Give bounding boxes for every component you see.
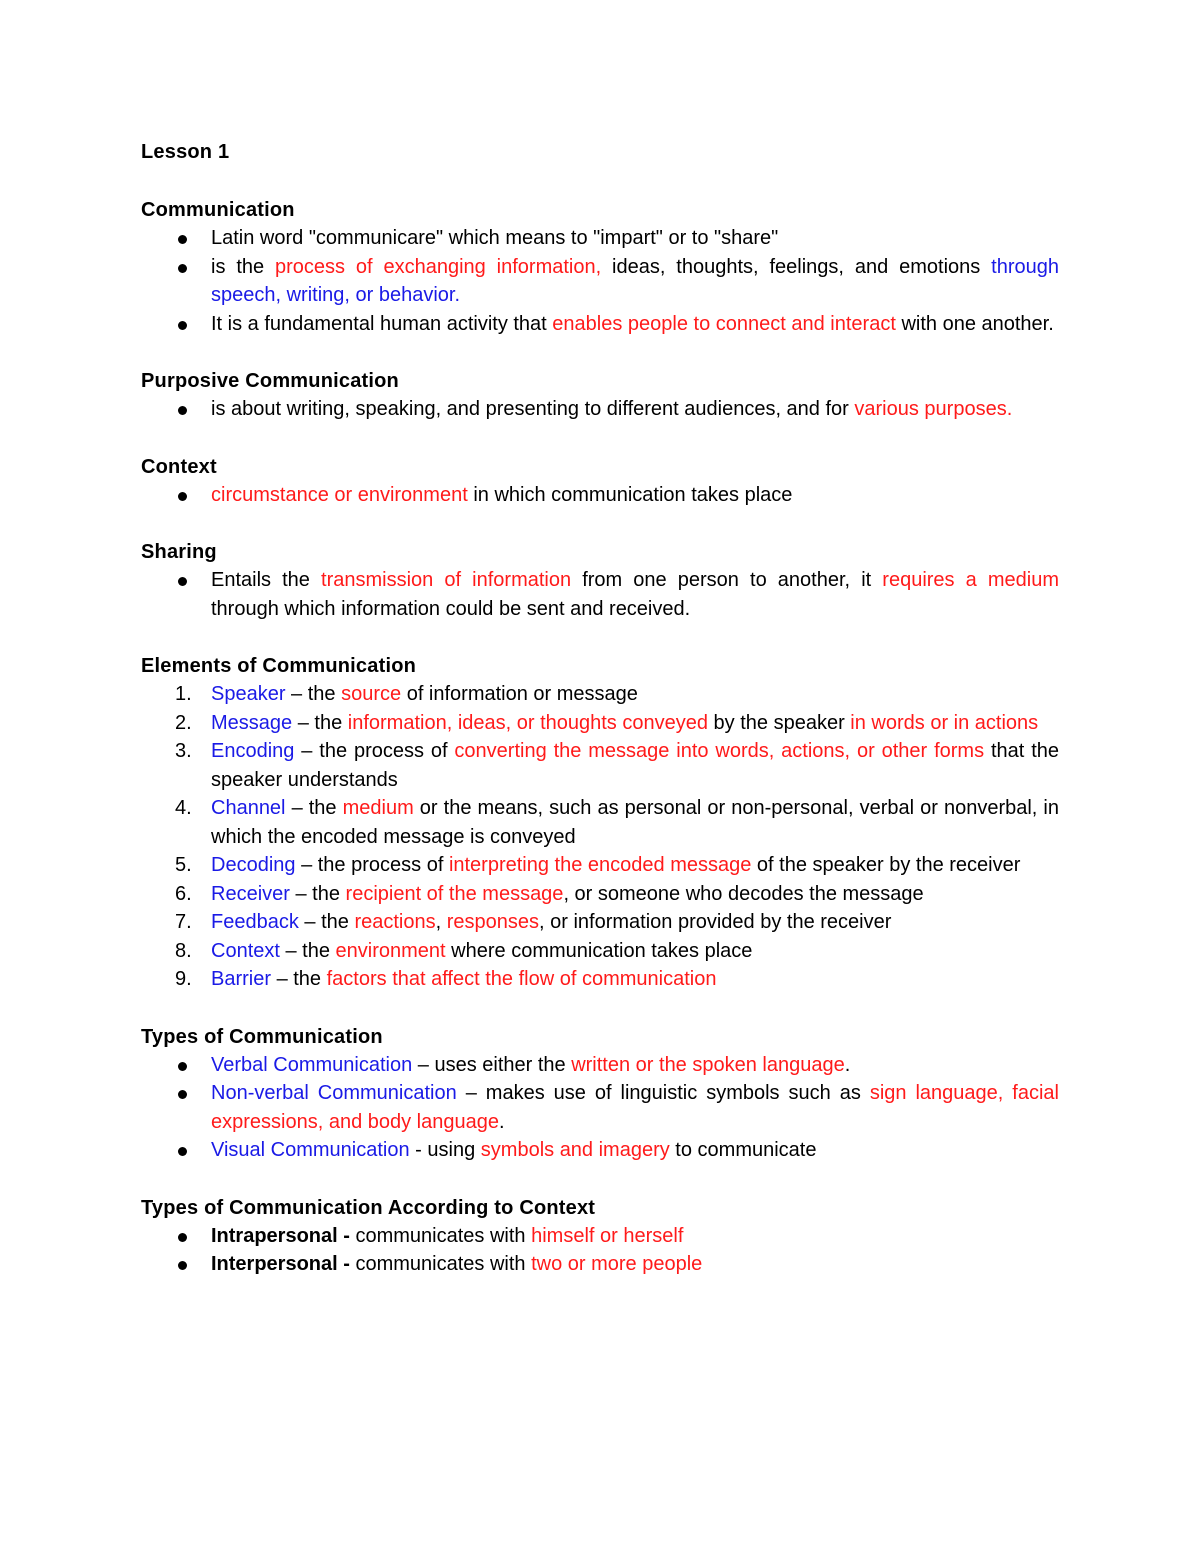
list-number: 5. [175, 854, 192, 876]
section-communication [141, 196, 1059, 338]
highlight-red-text: interpreting the encoded message [448, 854, 752, 876]
body-text: Interpersonal - [211, 1253, 350, 1275]
highlight-red-text: enables people to connect and interact [552, 312, 896, 335]
bullet-dot-icon [178, 1261, 187, 1270]
list-number: 8. [175, 939, 192, 962]
list-number: 9. [175, 968, 192, 990]
body-text: – the [285, 683, 342, 705]
body-text: through which information could be sent and received. [211, 597, 691, 620]
section-heading: Types of Communication [141, 1025, 383, 1048]
bullet-dot-icon [178, 1233, 187, 1242]
list-number: 4. [175, 797, 192, 819]
bullet-list [141, 1051, 1059, 1165]
bullet-list [141, 481, 1059, 510]
highlight-red-text: medium [342, 797, 414, 819]
highlight-red-text: recipient of the message [345, 882, 564, 905]
highlight-red-text: reactions [354, 911, 436, 933]
list-number: 3. [175, 740, 192, 762]
body-text: . [499, 1110, 505, 1133]
highlight-red-text: various purposes. [854, 398, 1013, 420]
term-blue-text: Encoding [211, 740, 295, 762]
bullet-list [141, 1222, 1059, 1279]
list-number: 2. [175, 711, 192, 734]
section-elements [141, 652, 1059, 994]
list-item [141, 395, 1059, 424]
body-text: by the speaker [707, 711, 851, 734]
bullet-dot-icon [178, 577, 187, 586]
body-text: , or information provided by the receiver [539, 911, 892, 933]
highlight-red-text: information, ideas, or thoughts conveyed [347, 711, 708, 734]
bullet-dot-icon [178, 1062, 187, 1071]
highlight-red-text: process of exchanging information, [275, 255, 602, 278]
body-text: – uses either the [412, 1053, 572, 1076]
list-item [141, 253, 1059, 310]
list-item [141, 1250, 1059, 1279]
body-text: is about writing, speaking, and presenting to different audiences, and for [211, 398, 855, 420]
bullet-dot-icon [178, 321, 187, 330]
section-heading: Sharing [141, 541, 217, 563]
numbered-list [141, 680, 1059, 994]
lesson-title: Lesson 1 [141, 141, 230, 163]
section-heading: Context [141, 455, 217, 478]
section-types-context [141, 1194, 1059, 1279]
term-blue-text: Channel [211, 797, 286, 819]
body-text: Latin word "communicare" which means to "impart" or to "share" [211, 227, 779, 249]
body-text: – the process of [295, 854, 449, 876]
term-blue-text: through speech, writing, or behavior. [211, 255, 1059, 306]
list-item [141, 1079, 1059, 1136]
section-heading: Purposive Communication [141, 370, 399, 392]
term-blue-text: Verbal Communication [211, 1053, 413, 1076]
body-text: ideas, thoughts, feelings, and emotions [601, 255, 992, 278]
body-text: , [435, 911, 447, 933]
body-text: or the means, such as personal or non-personal, verbal or nonverbal, in which the encoded message is conveyed [211, 797, 1059, 848]
highlight-red-text: circumstance or environment [211, 483, 468, 506]
body-text: – the process of [294, 740, 455, 762]
bullet-dot-icon [178, 1090, 187, 1099]
section-purposive-communication [141, 367, 1059, 424]
list-item [141, 709, 1059, 738]
bullet-dot-icon [178, 264, 187, 273]
list-number: 1. [175, 683, 192, 705]
highlight-red-text: responses [446, 911, 540, 933]
highlight-red-text: in words or in actions [850, 711, 1039, 734]
highlight-red-text: transmission of information [321, 569, 572, 591]
body-text: – the [279, 939, 336, 962]
term-blue-text: Feedback [211, 911, 299, 933]
section-sharing [141, 538, 1059, 623]
body-text: – the [298, 911, 355, 933]
term-blue-text: Decoding [211, 854, 296, 876]
list-number: 7. [175, 911, 192, 933]
body-text: with one another. [895, 312, 1054, 335]
list-item [141, 1136, 1059, 1165]
section-types [141, 1023, 1059, 1165]
bullet-dot-icon [178, 235, 187, 244]
body-text: in which communication takes place [467, 483, 793, 506]
highlight-red-text: requires a medium [882, 569, 1060, 591]
section-heading: Elements of Communication [141, 655, 417, 677]
bullet-dot-icon [178, 492, 187, 501]
list-item [141, 880, 1059, 909]
body-text: to communicate [669, 1139, 817, 1161]
body-text: of the speaker by the receiver [751, 854, 1021, 876]
bullet-dot-icon [178, 1147, 187, 1156]
body-text: Entails the [211, 569, 322, 591]
body-text: – the [292, 711, 348, 734]
list-item [141, 794, 1059, 851]
list-item [141, 1051, 1059, 1080]
body-text: is the [211, 255, 276, 278]
body-text: of information or message [401, 683, 638, 705]
body-text: communicates with [349, 1224, 532, 1247]
list-item [141, 1222, 1059, 1251]
list-number: 6. [175, 882, 192, 905]
highlight-red-text: sign language, facial expressions, and body language [211, 1082, 1059, 1133]
term-blue-text: Barrier [211, 968, 272, 990]
list-item [141, 310, 1059, 339]
list-item [141, 737, 1059, 794]
body-text: from one person to another, it [571, 569, 883, 591]
body-text: , or someone who decodes the message [563, 882, 924, 905]
term-blue-text: Context [211, 939, 280, 962]
bullet-list [141, 566, 1059, 623]
highlight-red-text: converting the message into words, actions, or other forms [454, 740, 985, 762]
section-context [141, 453, 1059, 510]
document-page [141, 138, 1059, 1308]
body-text: that the speaker understands [211, 740, 1060, 791]
section-heading: Types of Communication According to Context [141, 1196, 596, 1219]
body-text: – the [289, 882, 346, 905]
body-text: - using [409, 1139, 481, 1161]
body-text: – makes use of linguistic symbols such as [456, 1082, 870, 1104]
highlight-red-text: symbols and imagery [480, 1139, 670, 1161]
term-blue-text: Visual Communication [211, 1139, 410, 1161]
bullet-list [141, 395, 1059, 424]
highlight-red-text: environment [335, 939, 446, 962]
highlight-red-text: two or more people [531, 1253, 703, 1275]
term-blue-text: Receiver [211, 882, 290, 905]
list-item [141, 680, 1059, 709]
term-blue-text: Message [211, 711, 293, 734]
section-heading: Communication [141, 199, 295, 221]
list-item [141, 224, 1059, 253]
highlight-red-text: written or the spoken language [571, 1053, 845, 1076]
highlight-red-text: himself or herself [531, 1224, 684, 1247]
list-item [141, 937, 1059, 966]
body-text: Intrapersonal - [211, 1224, 350, 1247]
list-item [141, 851, 1059, 880]
highlight-red-text: factors that affect the flow of communication [326, 968, 717, 990]
highlight-red-text: source [341, 683, 402, 705]
list-item [141, 965, 1059, 994]
body-text: . [844, 1053, 851, 1076]
bullet-dot-icon [178, 406, 187, 415]
list-item [141, 908, 1059, 937]
body-text: where communication takes place [445, 939, 753, 962]
list-item [141, 481, 1059, 510]
term-blue-text: Speaker [211, 683, 286, 705]
term-blue-text: Non-verbal Communication [211, 1082, 457, 1104]
body-text: – the [285, 797, 343, 819]
body-text: It is a fundamental human activity that [211, 312, 553, 335]
body-text: – the [271, 968, 327, 990]
body-text: communicates with [349, 1253, 532, 1275]
list-item [141, 566, 1059, 623]
bullet-list [141, 224, 1059, 338]
